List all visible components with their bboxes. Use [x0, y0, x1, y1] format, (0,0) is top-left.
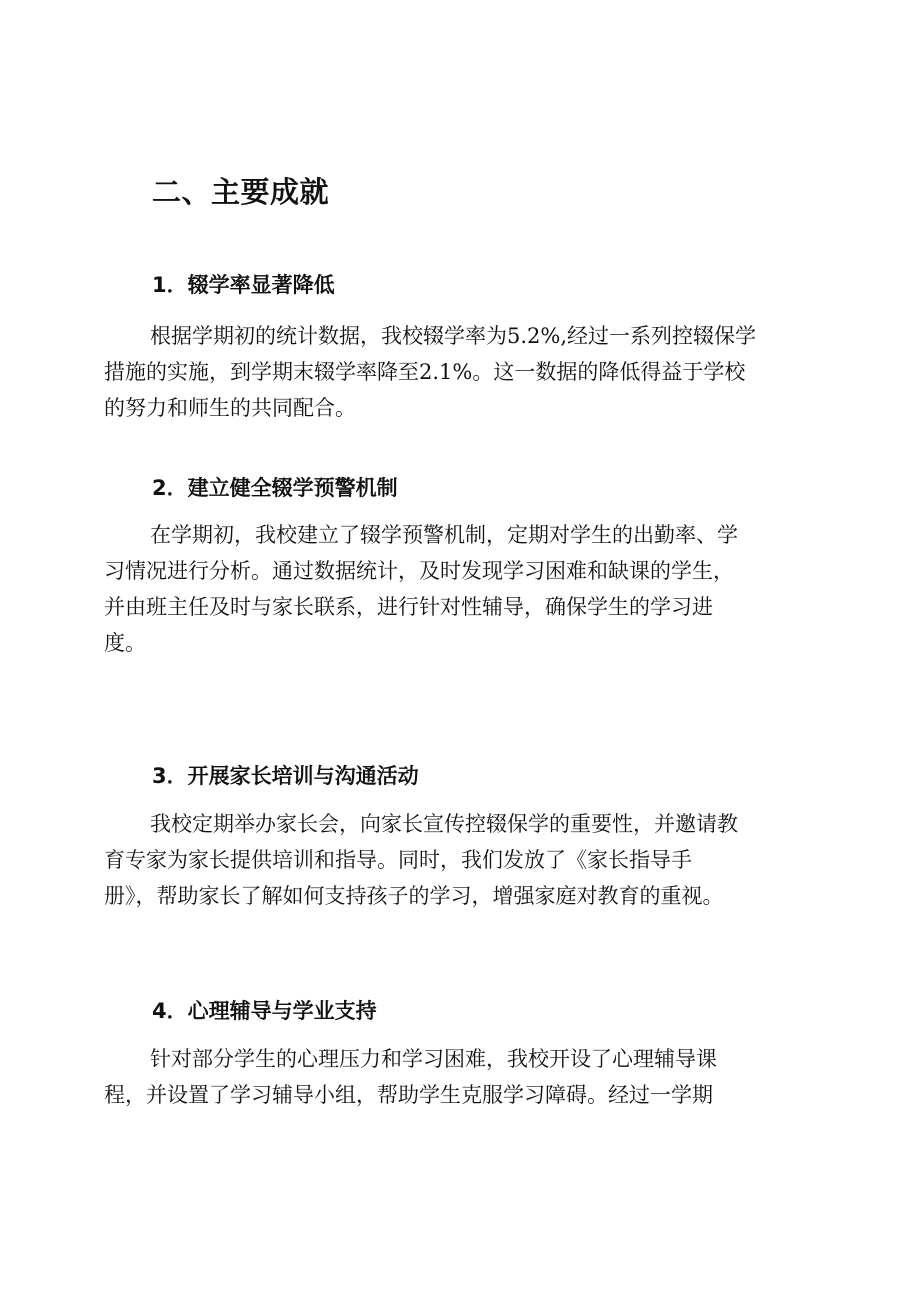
paragraph-line: 程，并设置了学习辅导小组，帮助学生克服学习障碍。经过一学期	[104, 1083, 713, 1107]
paragraph-line: 在学期初，我校建立了辍学预警机制，定期对学生的出勤率、学	[150, 523, 738, 547]
paragraph-line: 我校定期举办家长会，向家长宣传控辍保学的重要性，并邀请教	[150, 812, 738, 836]
item-2-paragraph	[104, 517, 824, 661]
item-1-heading: 1．辍学率显著降低	[152, 273, 335, 297]
paragraph-line: 度。	[104, 631, 146, 655]
item-4-paragraph	[104, 1041, 824, 1113]
item-4-heading: 4．心理辅导与学业支持	[152, 999, 377, 1023]
item-1-paragraph	[104, 318, 824, 426]
item-3-paragraph	[104, 806, 824, 914]
section-title: 二、主要成就	[152, 175, 330, 209]
paragraph-line: 的努力和师生的共同配合。	[104, 396, 356, 420]
paragraph-line: 措施的实施，到学期末辍学率降至2.1%。这一数据的降低得益于学校	[104, 360, 746, 384]
item-2-heading: 2．建立健全辍学预警机制	[152, 476, 398, 500]
paragraph-line: 针对部分学生的心理压力和学习困难，我校开设了心理辅导课	[150, 1047, 717, 1071]
paragraph-line: 并由班主任及时与家长联系，进行针对性辅导，确保学生的学习进	[104, 595, 713, 619]
paragraph-line: 育专家为家长提供培训和指导。同时，我们发放了《家长指导手	[104, 848, 692, 872]
paragraph-line: 习情况进行分析。通过数据统计，及时发现学习困难和缺课的学生，	[104, 559, 734, 583]
item-3-heading: 3．开展家长培训与沟通活动	[152, 764, 419, 788]
paragraph-line: 根据学期初的统计数据，我校辍学率为5.2%,经过一系列控辍保学	[150, 324, 757, 348]
paragraph-line: 册》，帮助家长了解如何支持孩子的学习，增强家庭对教育的重视。	[104, 884, 724, 908]
